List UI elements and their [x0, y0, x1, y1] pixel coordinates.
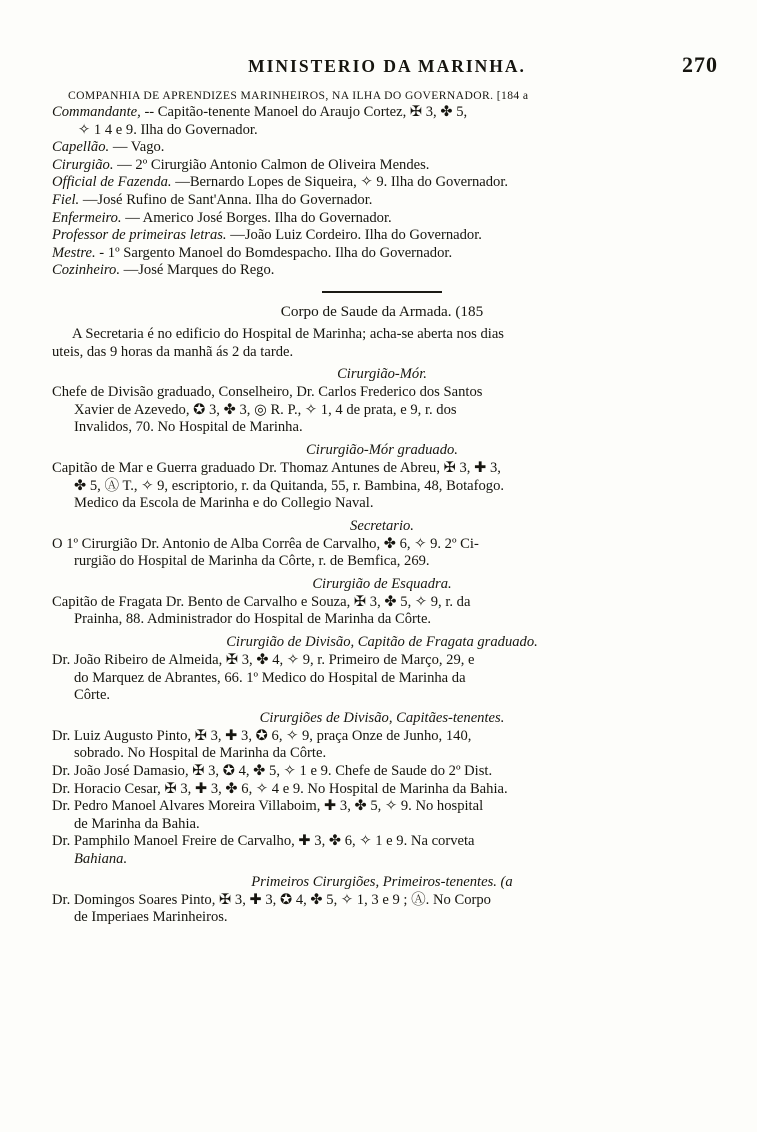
list-item — [52, 157, 712, 175]
section-divider — [322, 291, 442, 293]
list-item — [52, 104, 712, 122]
page-content — [52, 52, 718, 927]
entry-text: -- Capitão-tenente Manoel do Araujo Cortez, ✠ 3, ✤ 5, — [144, 104, 468, 120]
subsection-line: de Marinha da Bahia. — [74, 815, 200, 832]
subsection-line: Dr. Domingos Soares Pinto, ✠ 3, ✚ 3, ✪ 4, ✤ 5, ✧ 1, 3 e 9 ; Ⓐ. No Corpo — [52, 891, 491, 908]
subsection-line: Dr. Horacio Cesar, ✠ 3, ✚ 3, ✤ 6, ✧ 4 e 9. No Hospital de Marinha da Bahia. — [52, 780, 508, 797]
subsection-line: Côrte. — [74, 687, 111, 704]
subsection-line: O 1º Cirurgião Dr. Antonio de Alba Corrêa de Carvalho, ✤ 6, ✧ 9. 2º Ci- — [52, 535, 479, 552]
intro-line: A Secretaria é no edificio do Hospital de Marinha; acha-se aberta nos dias — [72, 325, 504, 342]
list-item — [52, 174, 712, 192]
entry-role: Commandante, — [52, 104, 141, 120]
entry-text: — Vago. — [112, 139, 165, 156]
subsection-heading: Cirurgião de Divisão, Capitão de Fragata graduado. — [226, 634, 538, 651]
subsection-line: Dr. João Ribeiro de Almeida, ✠ 3, ✤ 4, ✧ 9, r. Primeiro de Março, 29, e — [52, 652, 475, 669]
subsection-heading: Secretario. — [350, 517, 414, 534]
subsection-heading: Primeiros Cirurgiões, Primeiros-tenentes. (a — [251, 873, 513, 890]
subsection-line: Dr. Luiz Augusto Pinto, ✠ 3, ✚ 3, ✪ 6, ✧ 9, praça Onze de Junho, 140, — [52, 727, 472, 744]
list-item — [52, 245, 712, 263]
subsection-line: Chefe de Divisão graduado, Conselheiro, Dr. Carlos Frederico dos Santos — [52, 384, 483, 401]
entry-role: Fiel. — [52, 191, 80, 208]
entry-text: —José Rufino de Sant'Anna. Ilha do Governador. — [82, 191, 373, 208]
entry-role: Enfermeiro. — [52, 209, 122, 226]
subsection-line: Xavier de Azevedo, ✪ 3, ✤ 3, ◎ R. P., ✧ 1, 4 de prata, e 9, r. dos — [74, 401, 457, 418]
entry-role: Mestre. — [52, 244, 96, 261]
entry-role: Capellão. — [52, 139, 110, 156]
list-item — [52, 139, 712, 157]
list-item — [52, 227, 712, 245]
list-item — [52, 192, 712, 210]
subsection-heading: Cirurgião de Esquadra. — [312, 575, 452, 592]
subsection-line: ✤ 5, Ⓐ T., ✧ 9, escriptorio, r. da Quitanda, 55, r. Bambina, 48, Botafogo. — [74, 477, 505, 494]
subsection-line: de Imperiaes Marinheiros. — [74, 909, 228, 926]
page-title: MINISTERIO DA MARINHA. — [248, 56, 526, 76]
subsection-line: Invalidos, 70. No Hospital de Marinha. — [74, 419, 303, 436]
subsection-heading: Cirurgião-Mór. — [337, 366, 427, 383]
intro-line: uteis, das 9 horas da manhã ás 2 da tarde. — [52, 343, 294, 360]
subsection-line: Bahiana. — [74, 851, 128, 867]
subsection-line: Dr. Pamphilo Manoel Freire de Carvalho, ✚ 3, ✤ 6, ✧ 1 e 9. Na corveta — [52, 833, 475, 850]
entry-role: Professor de primeiras letras. — [52, 227, 227, 244]
apprentices-entries — [52, 104, 712, 280]
apprentices-heading: COMPANHIA DE APRENDIZES MARINHEIROS, NA ILHA DO GOVERNADOR. [184 a — [68, 89, 529, 102]
entry-role: Cirurgião. — [52, 156, 114, 173]
health-corps-title: Corpo de Saude da Armada. (185 — [280, 302, 484, 320]
entry-text: — 2º Cirurgião Antonio Calmon de Oliveira Mendes. — [117, 156, 430, 173]
subsection-line: do Marquez de Abrantes, 66. 1º Medico do Hospital de Marinha da — [74, 669, 466, 686]
subsection-line: sobrado. No Hospital de Marinha da Côrte. — [74, 745, 327, 762]
subsection-line: Dr. Pedro Manoel Alvares Moreira Villaboim, ✚ 3, ✤ 5, ✧ 9. No hospital — [52, 798, 484, 815]
entry-text: —Bernardo Lopes de Siqueira, ✧ 9. Ilha do Governador. — [175, 174, 509, 191]
subsection-heading: Cirurgiões de Divisão, Capitães-tenentes. — [259, 709, 505, 726]
entry-text: - 1º Sargento Manoel do Bomdespacho. Ilha do Governador. — [99, 244, 453, 261]
list-item-continuation: ✧ 1 4 e 9. Ilha do Governador. — [78, 121, 258, 138]
subsection-heading: Cirurgião-Mór graduado. — [306, 441, 458, 458]
page-header — [52, 52, 718, 86]
subsection-line: Medico da Escola de Marinha e do Collegio Naval. — [74, 495, 374, 512]
subsection-line: Dr. João José Damasio, ✠ 3, ✪ 4, ✤ 5, ✧ 1 e 9. Chefe de Saude do 2º Dist. — [52, 763, 493, 780]
page-number: 270 — [682, 52, 718, 77]
entry-text: — Americo José Borges. Ilha do Governador. — [125, 209, 392, 226]
subsection-line: Capitão de Fragata Dr. Bento de Carvalho e Souza, ✠ 3, ✤ 5, ✧ 9, r. da — [52, 593, 471, 610]
entry-role: Official de Fazenda. — [52, 174, 172, 191]
entry-text: —João Luiz Cordeiro. Ilha do Governador. — [230, 227, 482, 244]
list-item — [52, 210, 712, 228]
subsection-line: Prainha, 88. Administrador do Hospital de Marinha da Côrte. — [74, 611, 432, 628]
subsection-line: rurgião do Hospital de Marinha da Côrte, r. de Bemfica, 269. — [74, 553, 430, 570]
entry-text: —José Marques do Rego. — [123, 262, 275, 279]
entry-role: Cozinheiro. — [52, 262, 120, 279]
subsection-line: Capitão de Mar e Guerra graduado Dr. Thomaz Antunes de Abreu, ✠ 3, ✚ 3, — [52, 459, 501, 476]
list-item — [52, 262, 712, 280]
